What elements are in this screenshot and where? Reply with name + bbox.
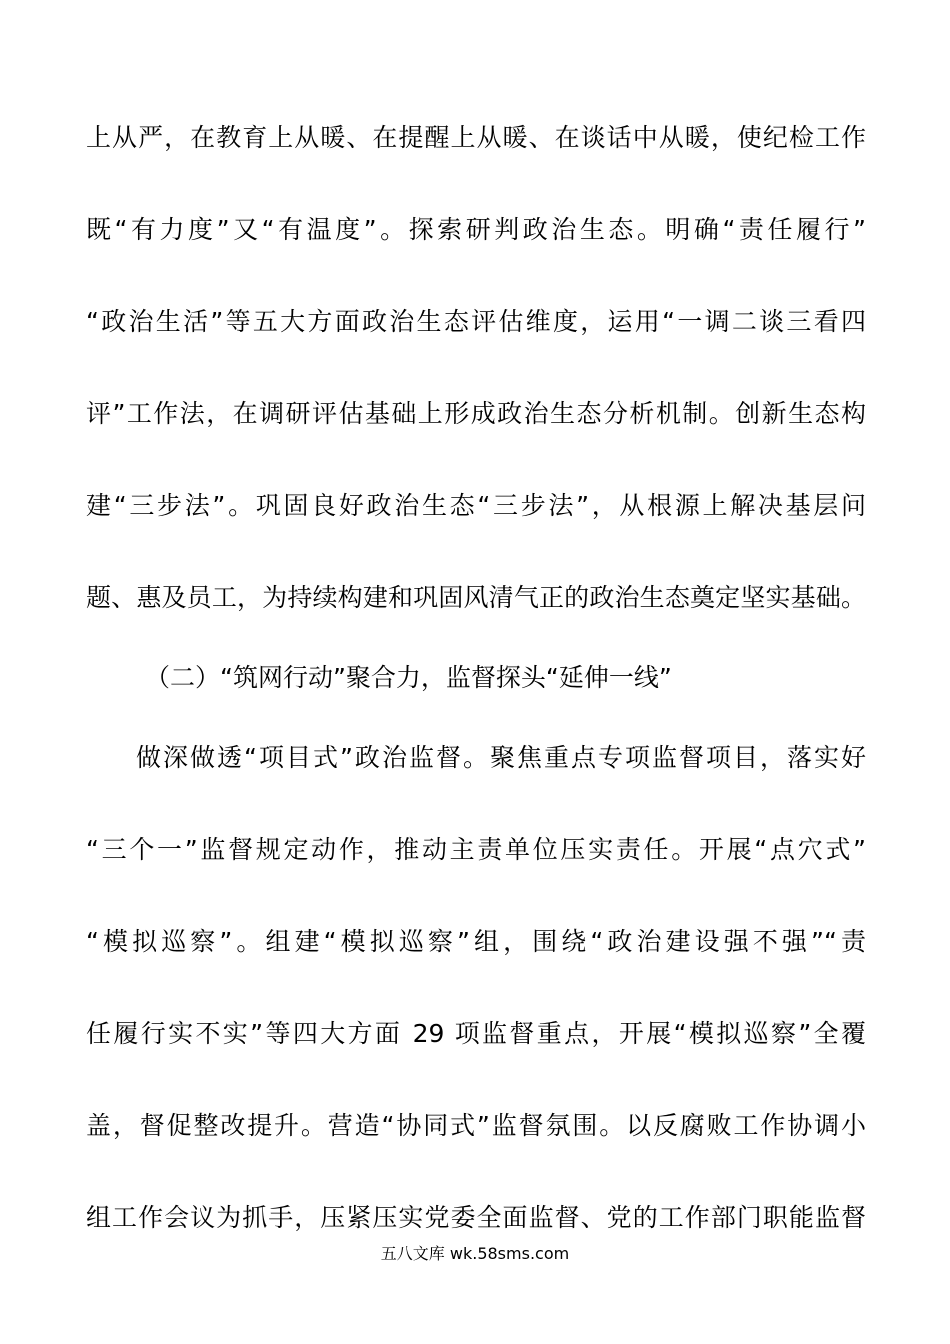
paragraph-line: 组工作会议为抓手，压紧压实党委全面监督、党的工作部门职能监督	[86, 1203, 866, 1232]
paragraph-line: “政治生活”等五大方面政治生态评估维度，运用“一调二谈三看四	[86, 307, 866, 336]
paragraph-line: 任履行实不实”等四大方面 29 项监督重点，开展“模拟巡察”全覆	[86, 1019, 866, 1048]
paragraph-line: 做深做透“项目式”政治监督。聚焦重点专项监督项目，落实好	[136, 743, 866, 772]
footer-watermark: 五八文库 wk.58sms.com	[380, 1244, 570, 1263]
section-heading: （二）“筑网行动”聚合力，监督探头“延伸一线”	[145, 663, 672, 692]
paragraph-line: 评”工作法，在调研评估基础上形成政治生态分析机制。创新生态构	[86, 399, 866, 428]
paragraph-line: 上从严，在教育上从暖、在提醒上从暖、在谈话中从暖，使纪检工作	[86, 123, 866, 152]
paragraph-line: 建“三步法”。巩固良好政治生态“三步法”，从根源上解决基层问	[86, 491, 866, 520]
paragraph-line: “模拟巡察”。组建“模拟巡察”组，围绕“政治建设强不强”“责	[86, 927, 866, 956]
paragraph-line: 盖，督促整改提升。营造“协同式”监督氛围。以反腐败工作协调小	[86, 1111, 866, 1140]
paragraph-line: 题、惠及员工，为持续构建和巩固风清气正的政治生态奠定坚实基础。	[86, 583, 866, 612]
paragraph-line: “三个一”监督规定动作，推动主责单位压实责任。开展“点穴式”	[86, 835, 866, 864]
paragraph-line: 既“有力度”又“有温度”。探索研判政治生态。明确“责任履行”	[86, 215, 866, 244]
